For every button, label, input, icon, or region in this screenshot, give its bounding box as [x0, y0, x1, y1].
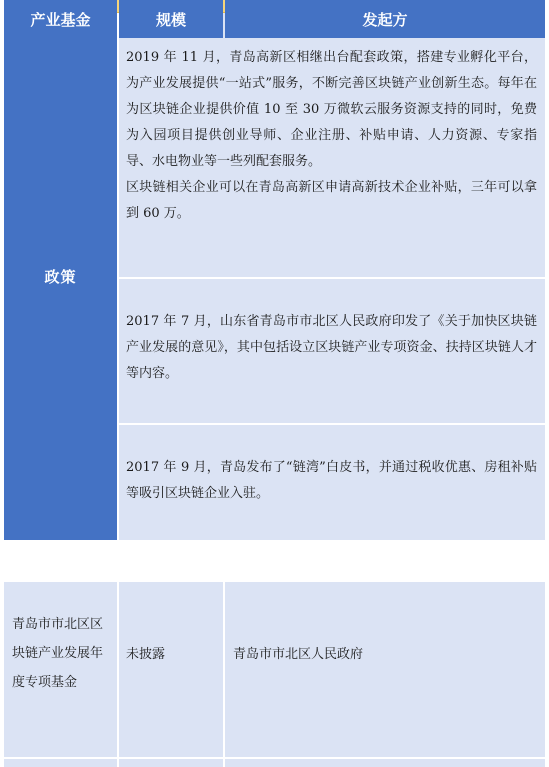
policy-text: 2019 年 11 月，青岛高新区相继出台配套政策，搭建专业孵化平台，为产业发展提供“一站式”服务，不断完善区块链产业创新生态。每年在为区块链企业提供价值 10 至 30 万微软云服务资源支持的同时，免费为入园项目提供创业导师、企业注册、补贴申请、人力资源、专家指导、水电物业等一些列配套服务。	[126, 50, 537, 169]
table-cell-fund-name: 青岛市市北区区块链产业发展年度专项基金	[4, 582, 117, 757]
policy-label: 政策	[44, 268, 77, 286]
table-row-next	[119, 759, 223, 767]
policy-text: 2017 年 9 月，青岛发布了“链湾”白皮书，并通过税收优惠、房租补贴等吸引区块链企业入驻。	[126, 460, 537, 501]
column-header-scale: 规模	[119, 0, 223, 38]
policy-text: 区块链相关企业可以在青岛高新区申请高新技术企业补贴，三年可以拿到 60 万。	[126, 180, 537, 221]
policy-cell	[119, 425, 545, 540]
column-header-fund: 产业基金	[4, 0, 117, 38]
column-header-initiator: 发起方	[225, 0, 545, 38]
table-row-next	[4, 759, 117, 767]
policy-text: 2017 年 7 月，山东省青岛市市北区人民政府印发了《关于加快区块链产业发展的意见》，其中包括设立区块链产业专项资金、扶持区块链人才等内容。	[126, 314, 537, 381]
policy-label-cell	[4, 13, 117, 540]
table-cell-scale: 未披露	[119, 582, 223, 757]
policy-cell	[119, 279, 545, 423]
table-row-next	[225, 759, 545, 767]
policy-cell	[119, 13, 545, 277]
table-cell-initiator: 青岛市市北区人民政府	[225, 582, 545, 757]
